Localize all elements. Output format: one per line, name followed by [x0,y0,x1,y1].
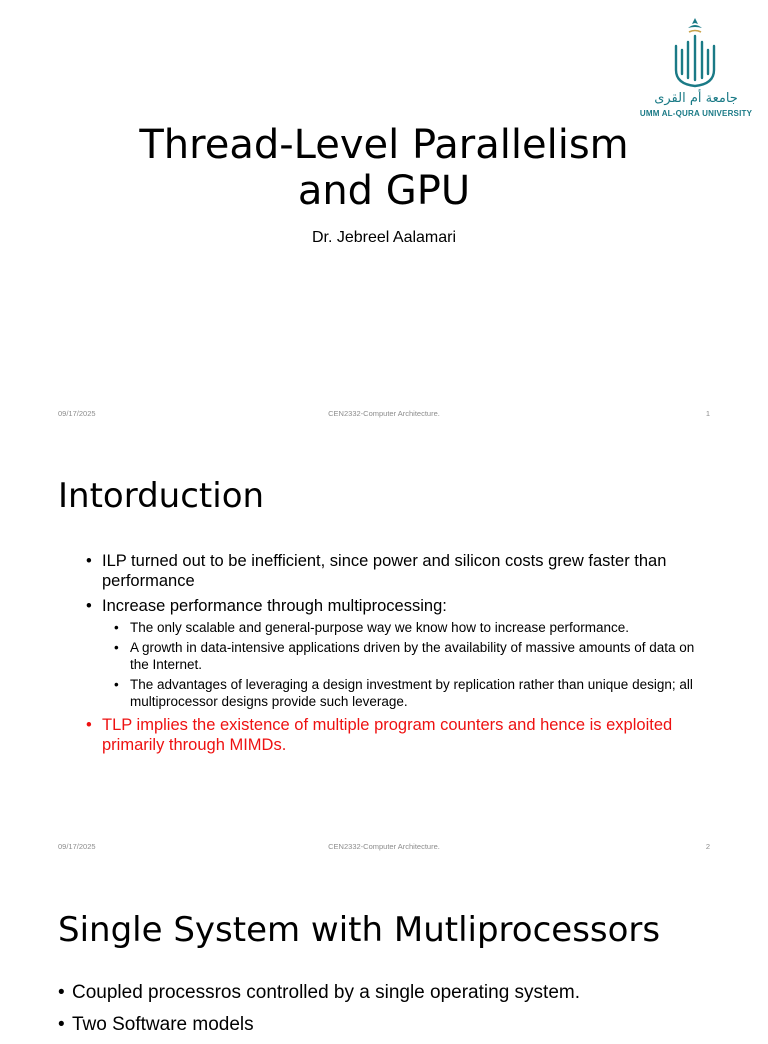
footer-date: 09/17/2025 [58,842,96,851]
footer-date: 09/17/2025 [58,409,96,418]
logo-arabic-text: جامعة أم القرى [654,91,738,106]
sub-bullet-item: • The only scalable and general-purpose way we know how to increase performance. [114,619,716,636]
bullet-list [58,980,718,1044]
bullet-list [86,551,716,760]
title-line-1: Thread-Level Parallelism [139,122,629,168]
slide-3 [0,868,768,1035]
presentation-title [0,122,768,214]
slide-title: Single System with Mutliprocessors [58,910,661,950]
bullet-item-highlighted: • TLP implies the existence of multiple program counters and hence is exploited primarily through MIMDs. [86,715,716,755]
sub-bullet-item: • The advantages of leveraging a design investment by replication rather than unique design; all multiprocessor designs provide such leverage. [114,676,716,710]
slide-title: Intorduction [58,476,265,516]
bullet-text: Increase performance through multiprocessing: [102,597,447,615]
footer-course: CEN2332-Computer Architecture. [328,842,440,851]
bullet-item: • Coupled processros controlled by a single operating system. [58,980,718,1006]
slide-number: 1 [705,409,710,418]
logo-latin-text: UMM AL-QURA UNIVERSITY [639,109,753,118]
slide-1 [0,0,768,434]
university-logo [636,16,760,120]
slide-2 [0,434,768,868]
title-line-2: and GPU [297,168,471,214]
footer-course: CEN2332-Computer Architecture. [328,409,440,418]
author-name: Dr. Jebreel Aalamari [311,229,457,246]
university-emblem-icon [670,16,720,88]
bullet-item: • ILP turned out to be inefficient, since power and silicon costs grew faster than performance [86,551,716,591]
sub-bullet-list [114,619,716,710]
bullet-item: • Two Software models [58,1012,718,1038]
slide-number: 2 [705,842,710,851]
sub-bullet-item: • A growth in data-intensive applications driven by the availability of massive amounts of data on the Internet. [114,639,716,673]
bullet-item [86,596,716,710]
